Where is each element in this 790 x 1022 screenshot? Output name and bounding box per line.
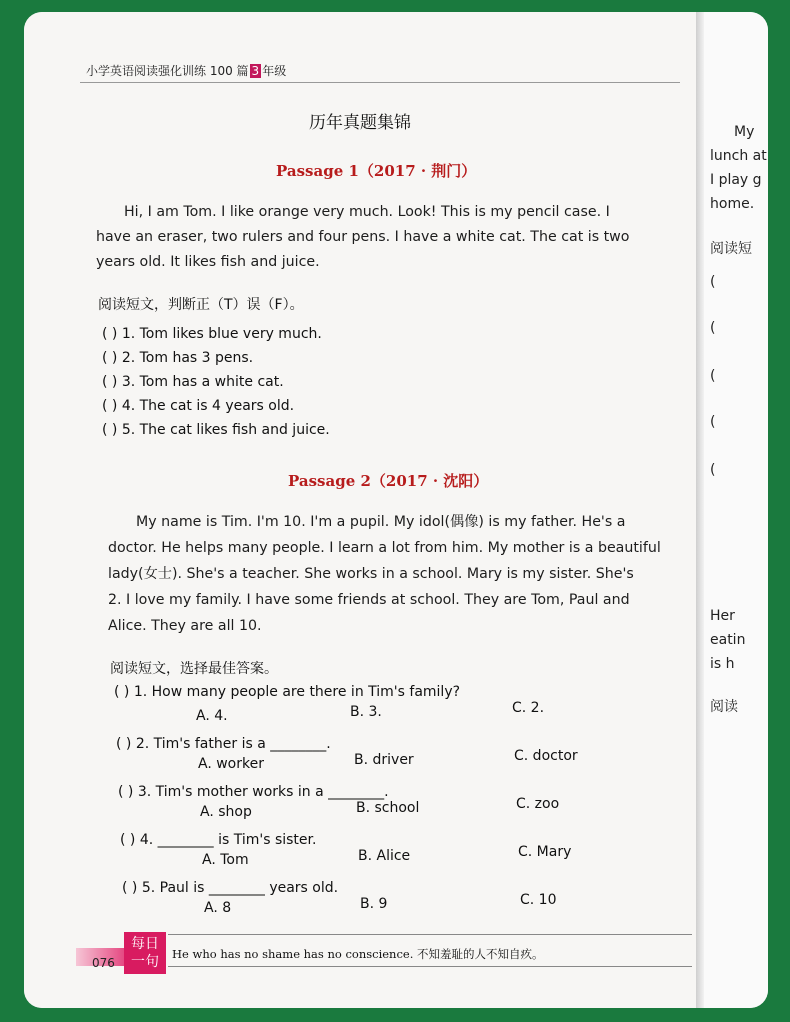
passage-2-line-3: lady(女士). She's a teacher. She works in a school. Mary is my sister. She's xyxy=(108,566,634,582)
p2-q2-option-a: A. worker xyxy=(198,756,264,772)
facing-line-11: Her xyxy=(710,608,735,624)
facing-line-12: eatin xyxy=(710,632,746,648)
p1-question-3: ( ) 3. Tom has a white cat. xyxy=(102,374,284,390)
facing-line-2: lunch at xyxy=(710,148,767,164)
running-header xyxy=(86,62,286,79)
passage-2-title: Passage 2（2017 · 沈阳） xyxy=(288,472,489,490)
book-gutter xyxy=(696,12,704,1008)
facing-line-10: ( xyxy=(710,462,716,478)
p2-q2-option-b: B. driver xyxy=(354,752,414,768)
background-watermark xyxy=(144,127,167,183)
footer-rule-bottom xyxy=(168,966,692,967)
header-suffix: 年级 xyxy=(262,64,287,78)
book-page xyxy=(24,12,696,1008)
p1-question-2: ( ) 2. Tom has 3 pens. xyxy=(102,350,254,366)
passage-2-line-2: doctor. He helps many people. I learn a lot from him. My mother is a beautiful xyxy=(108,540,661,556)
p2-q1-option-c: C. 2. xyxy=(512,700,545,716)
facing-line-7: ( xyxy=(710,320,716,336)
p2-q5-option-b: B. 9 xyxy=(360,896,388,912)
passage-2-instruction: 阅读短文，选择最佳答案。 xyxy=(110,661,278,677)
footer-rule-top xyxy=(168,934,692,935)
p2-question-3: ( ) 3. Tim's mother works in a ________. xyxy=(118,784,389,800)
facing-line-8: ( xyxy=(710,368,716,384)
p2-q5-option-c: C. 10 xyxy=(520,892,557,908)
p2-question-4: ( ) 4. ________ is Tim's sister. xyxy=(120,832,317,848)
p2-q4-option-c: C. Mary xyxy=(518,844,572,860)
p2-q4-option-a: A. Tom xyxy=(202,852,249,868)
p1-question-5: ( ) 5. The cat likes fish and juice. xyxy=(102,422,330,438)
passage-1-instruction: 阅读短文，判断正（T）误（F）。 xyxy=(98,297,304,313)
facing-line-5: 阅读短 xyxy=(710,241,752,257)
passage-2-line-5: Alice. They are all 10. xyxy=(108,618,262,634)
daily-quote-badge xyxy=(124,932,166,974)
header-prefix: 小学英语阅读强化训练 100 篇 xyxy=(86,64,249,78)
facing-line-1: My xyxy=(734,124,755,140)
passage-1-title: Passage 1（2017 · 荆门） xyxy=(276,162,477,180)
p1-question-4: ( ) 4. The cat is 4 years old. xyxy=(102,398,295,414)
facing-line-6: ( xyxy=(710,274,716,290)
facing-line-14: 阅读 xyxy=(710,699,738,715)
facing-line-9: ( xyxy=(710,414,716,430)
passage-1-line-2: have an eraser, two rulers and four pens. I have a white cat. The cat is two xyxy=(96,229,630,245)
photo-frame xyxy=(24,12,768,1008)
section-title: 历年真题集锦 xyxy=(309,113,411,133)
facing-line-13: is h xyxy=(710,656,735,672)
daily-quote: He who has no shame has no conscience. 不知羞耻的人不知自疚。 xyxy=(172,947,544,961)
p2-q1-option-a: A. 4. xyxy=(196,708,228,724)
daily-label-bottom: 一句 xyxy=(131,954,159,970)
p2-q3-option-a: A. shop xyxy=(200,804,252,820)
p2-q1-option-b: B. 3. xyxy=(350,704,382,720)
passage-2-line-4: 2. I love my family. I have some friends at school. They are Tom, Paul and xyxy=(108,592,630,608)
p2-q4-option-b: B. Alice xyxy=(358,848,411,864)
passage-2-line-1: My name is Tim. I'm 10. I'm a pupil. My idol(偶像) is my father. He's a xyxy=(136,514,626,530)
grade-badge: 3 xyxy=(251,64,260,78)
facing-line-4: home. xyxy=(710,196,755,212)
facing-line-3: I play g xyxy=(710,172,762,188)
p2-q5-option-a: A. 8 xyxy=(204,900,232,916)
daily-label-top: 每日 xyxy=(131,936,159,952)
p2-question-2: ( ) 2. Tim's father is a ________. xyxy=(116,736,331,752)
facing-page xyxy=(704,12,768,1008)
page-number: 076 xyxy=(92,956,115,970)
header-rule xyxy=(80,82,680,83)
p2-question-5: ( ) 5. Paul is ________ years old. xyxy=(122,880,339,896)
p1-question-1: ( ) 1. Tom likes blue very much. xyxy=(102,326,322,342)
p2-q3-option-c: C. zoo xyxy=(516,796,560,812)
passage-1-line-3: years old. It likes fish and juice. xyxy=(96,254,320,270)
p2-question-1: ( ) 1. How many people are there in Tim's family? xyxy=(114,684,461,700)
p2-q2-option-c: C. doctor xyxy=(514,748,578,764)
passage-1-line-1: Hi, I am Tom. I like orange very much. Look! This is my pencil case. I xyxy=(124,204,610,220)
p2-q3-option-b: B. school xyxy=(356,800,420,816)
